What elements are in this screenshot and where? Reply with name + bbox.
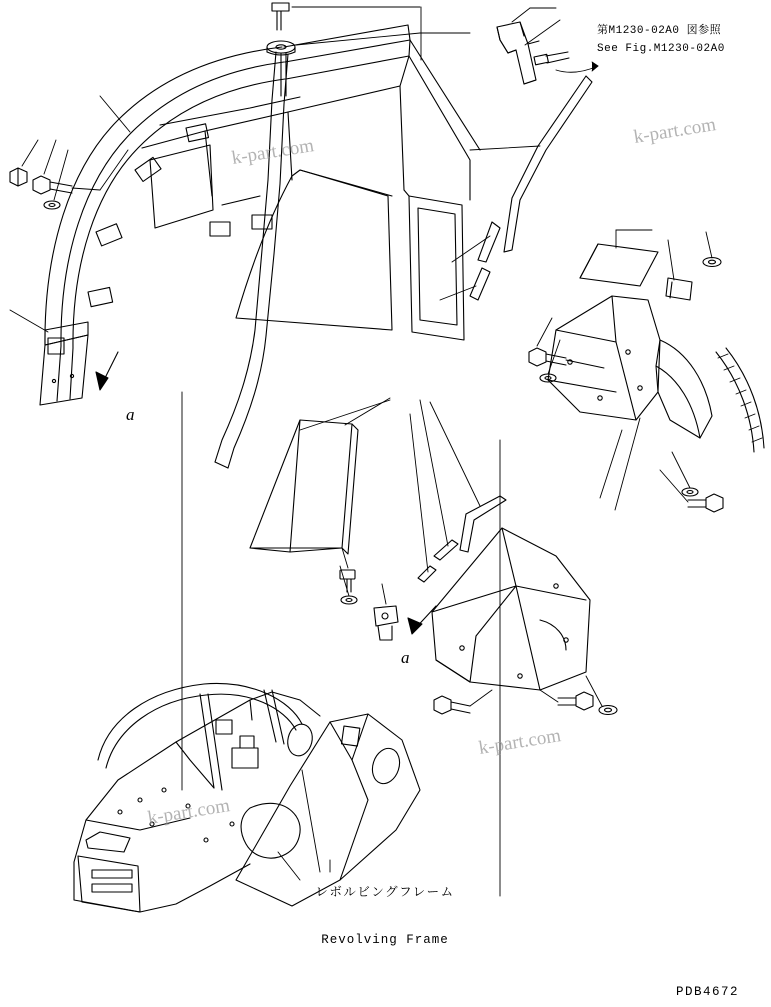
reference-note-japanese: 第M1230-02A0 図参照: [597, 25, 722, 37]
callout-a-left: a: [126, 405, 135, 424]
watermark-3: k-part.com: [146, 795, 232, 829]
center-side-cover: [250, 420, 358, 554]
callout-arrow-center: [408, 606, 436, 634]
watermark-1: k-part.com: [230, 135, 316, 169]
assembly-construction-lines: [182, 392, 500, 896]
revolving-frame-label-en: Revolving Frame: [321, 933, 449, 947]
rear-cover-hardware: [529, 230, 723, 512]
watermark-2: k-part.com: [632, 114, 718, 148]
leader-lines-top: [292, 7, 470, 60]
revolving-frame-label: [310, 852, 460, 980]
rear-cover-plate: [548, 244, 764, 452]
callout-a-center: a: [401, 648, 410, 667]
center-cover-hardware: [300, 398, 617, 715]
top-right-bracket: [497, 8, 598, 84]
bolt-top-right-1: [534, 52, 569, 65]
top-bolt-assembly: [267, 3, 295, 96]
callout-arrow-left: [96, 352, 118, 390]
reference-note-english: See Fig.M1230-02A0: [597, 43, 725, 55]
cab-front-pillar-frame: [40, 25, 480, 468]
lower-center-cover-panel: [432, 528, 590, 690]
page-code: PDB4672: [676, 985, 740, 999]
seal-strip-group-upper: [470, 76, 592, 300]
revolving-frame-label-jp: レボルビングフレーム: [315, 884, 455, 899]
watermark-4: k-part.com: [477, 725, 563, 759]
